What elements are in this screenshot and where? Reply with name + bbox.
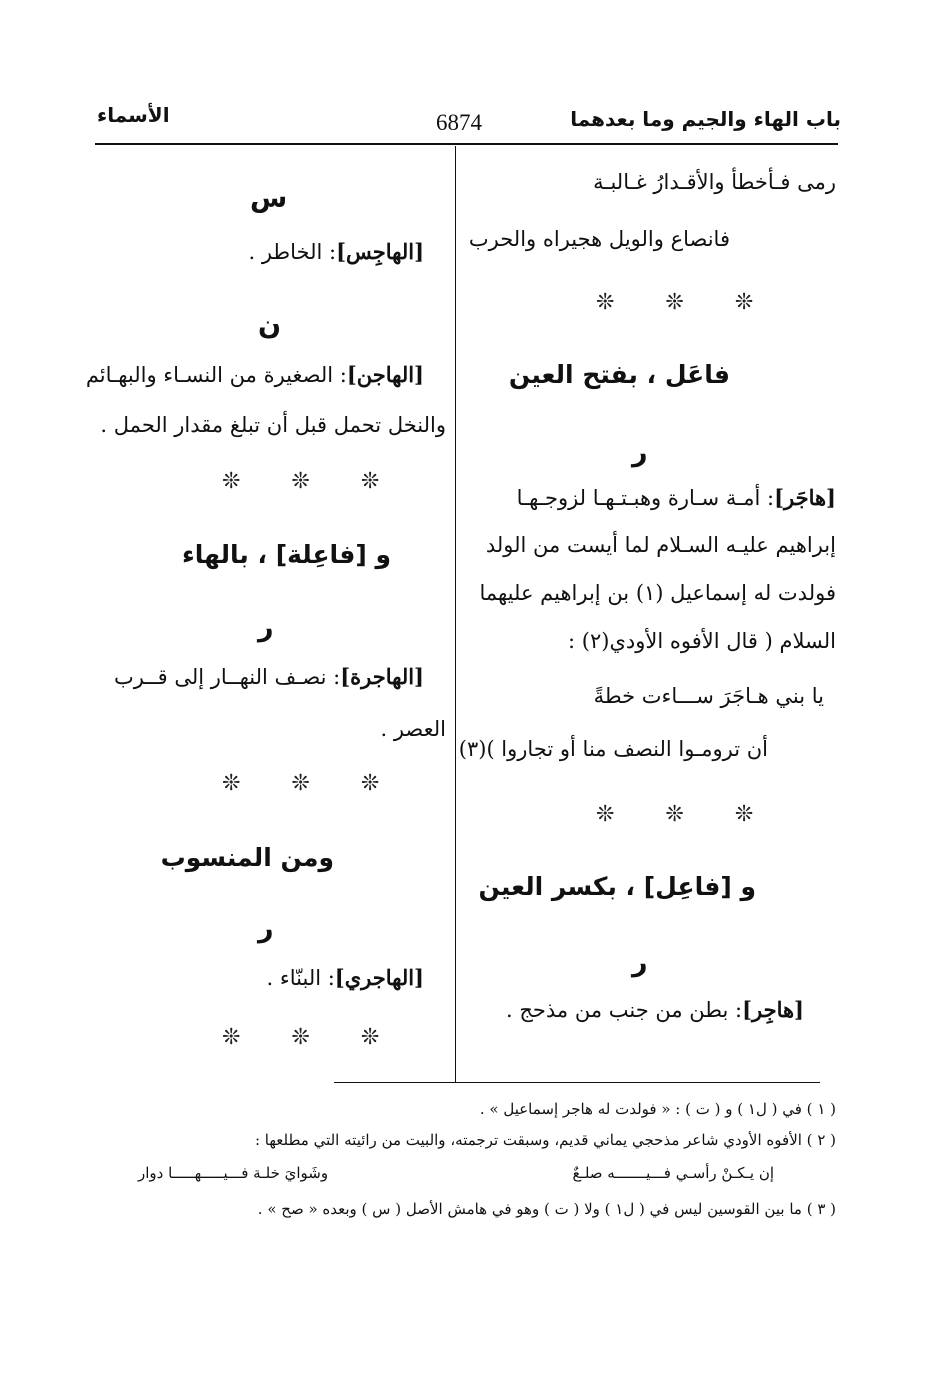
letter-heading: ن (258, 310, 282, 341)
entry-text: : نصـف النهــار إلى قــرب (113, 665, 341, 689)
verse-line: يا بني هـاجَرَ ســـاءت خطةً (593, 684, 824, 708)
chapter-title: باب الهاء والجيم وما بعدهما (570, 107, 841, 131)
letter-heading: ر (258, 913, 274, 944)
header-rule (95, 143, 838, 145)
separator-stars: ❊ ❊ ❊ (222, 1025, 402, 1050)
entry-headword: [الهاجن] (346, 362, 424, 387)
verse-line: أن ترومـوا النصف منا أو تجاروا )(٣) (458, 737, 768, 761)
footnote-rule (334, 1082, 820, 1083)
letter-heading: ر (632, 947, 648, 978)
section-heading: و [فاعِلة] ، بالهاء (181, 540, 391, 569)
separator-stars: ❊ ❊ ❊ (222, 771, 402, 796)
entry-line (267, 965, 424, 990)
section-heading: ومن المنسوب (160, 843, 334, 872)
entry-line: فولدت له إسماعيل (١) بن إبراهيم عليهما (479, 581, 836, 605)
entry-text: : البنّاء . (266, 966, 335, 990)
footnote: ( ٣ ) ما بين القوسين ليس في ( ل١ ) ولا ( ت ) وهو في هامش الأصل ( س ) وبعده « صح » . (257, 1200, 836, 1218)
section-heading: فاعَل ، بفتح العين (508, 360, 730, 389)
entry-line (506, 997, 804, 1022)
separator-stars: ❊ ❊ ❊ (222, 469, 402, 494)
verse-line: فانصاع والويل هجيراه والحرب (468, 227, 730, 251)
separator-stars: ❊ ❊ ❊ (596, 290, 776, 315)
section-title: الأسماء (97, 103, 170, 127)
entry-line: والنخل تحمل قبل أن تبلغ مقدار الحمل . (100, 413, 446, 437)
entry-headword: [الهاجري] (334, 965, 424, 990)
footnote: ( ١ ) في ( ل١ ) و ( ت ) : « فولدت له هاجر إسماعيل » . (479, 1100, 836, 1118)
entry-line: السلام ( قال الأفوه الأودي(٢) : (568, 629, 836, 653)
entry-text: : أمـة سـارة وهبـتـهـا لزوجـهـا (516, 486, 775, 510)
entry-line: العصر . (380, 717, 446, 741)
verse-line: رمى فـأخطأ والأقـدارُ غـالبـة (593, 170, 836, 194)
entry-headword: [هاجَر] (774, 485, 836, 510)
entry-line: إبراهيم عليـه السـلام لما أيست من الولد (485, 533, 836, 557)
column-divider (455, 146, 456, 1082)
entry-line (248, 239, 424, 264)
section-heading: و [فاعِل] ، بكسر العين (478, 872, 756, 901)
entry-headword: [الهاجرة] (340, 664, 424, 689)
entry-headword: [هاجِر] (742, 997, 804, 1022)
entry-text: : الصغيرة من النسـاء والبهـائم (85, 363, 347, 387)
letter-heading: ر (632, 437, 648, 468)
entry-text: : بطن من جنب من مذحج . (506, 998, 743, 1022)
entry-line (86, 362, 424, 387)
entry-headword: [الهاجِس] (336, 239, 424, 264)
entry-text: : الخاطر . (248, 240, 337, 264)
page-number: 6874 (436, 110, 482, 135)
footnote-verse: إن يـكـنْ رأسـي فـــيـــــــه صلـعٌ (572, 1164, 774, 1182)
entry-line (114, 664, 424, 689)
letter-heading: ر (258, 612, 274, 643)
separator-stars: ❊ ❊ ❊ (596, 802, 776, 827)
letter-heading: س (250, 183, 288, 214)
footnote-verse: وشَوايَ خلـة فـــيـــــهـــــا دوار (138, 1164, 329, 1182)
entry-line (517, 485, 836, 510)
footnote: ( ٢ ) الأفوه الأودي شاعر مذحجي يماني قديم، وسبقت ترجمته، والبيت من رائيته التي مطلعها : (254, 1131, 836, 1149)
